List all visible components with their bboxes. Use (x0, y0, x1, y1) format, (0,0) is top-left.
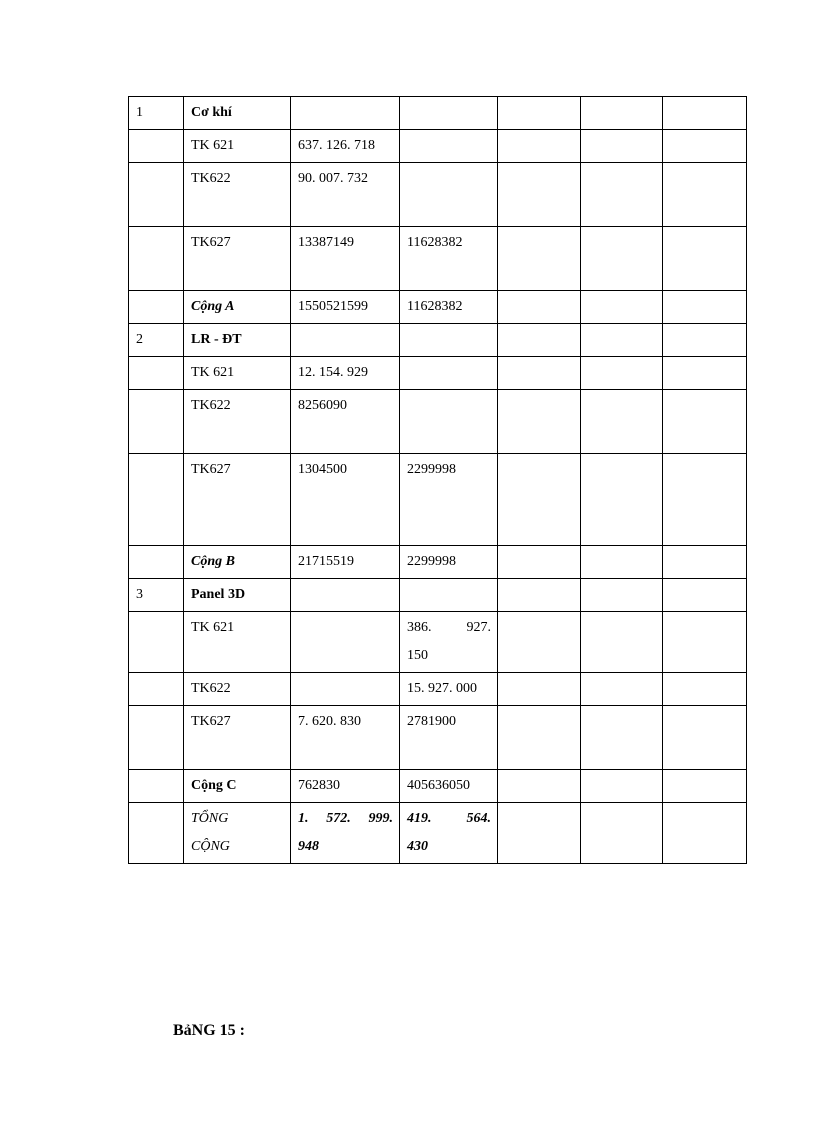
cell (581, 130, 663, 163)
cell (498, 673, 581, 706)
cell (498, 97, 581, 130)
value-cell: 405636050 (400, 770, 498, 803)
row-number (129, 291, 184, 324)
subtotal-label: Cộng A (184, 291, 291, 324)
cell (663, 673, 747, 706)
row-number (129, 357, 184, 390)
cell (400, 130, 498, 163)
table-row (129, 673, 747, 706)
cell (663, 546, 747, 579)
value-cell: 90. 007. 732 (291, 163, 400, 227)
table-row (129, 803, 747, 864)
table-row (129, 357, 747, 390)
value-cell: 7. 620. 830 (291, 706, 400, 770)
table-row (129, 324, 747, 357)
cell (400, 163, 498, 227)
cell (663, 770, 747, 803)
value-cell: 13387149 (291, 227, 400, 291)
row-number (129, 803, 184, 864)
cell (581, 390, 663, 454)
row-number: 1 (129, 97, 184, 130)
cell (400, 97, 498, 130)
cell (498, 291, 581, 324)
table-row (129, 227, 747, 291)
row-label: TK627 (184, 454, 291, 546)
cell (291, 673, 400, 706)
value-cell: 637. 126. 718 (291, 130, 400, 163)
cell (291, 579, 400, 612)
cell (581, 163, 663, 227)
value-cell: 1304500 (291, 454, 400, 546)
cell (498, 130, 581, 163)
row-number (129, 130, 184, 163)
cell (663, 612, 747, 673)
cell (581, 454, 663, 546)
cell (291, 97, 400, 130)
cell (581, 291, 663, 324)
cell (498, 803, 581, 864)
row-number (129, 673, 184, 706)
row-label: TK 621 (184, 357, 291, 390)
total-value-cell: 419. 564. 430 (400, 803, 498, 864)
cell (498, 163, 581, 227)
row-number (129, 612, 184, 673)
cell (400, 390, 498, 454)
cell (581, 579, 663, 612)
row-number (129, 163, 184, 227)
table-row (129, 770, 747, 803)
value-cell: 11628382 (400, 227, 498, 291)
subtotal-label: Cộng B (184, 546, 291, 579)
cell (291, 324, 400, 357)
row-number (129, 390, 184, 454)
cell (663, 130, 747, 163)
cell (581, 357, 663, 390)
value-cell: 1550521599 (291, 291, 400, 324)
cell (581, 97, 663, 130)
cell (498, 227, 581, 291)
cell (581, 612, 663, 673)
value-cell: 2299998 (400, 546, 498, 579)
cell (663, 803, 747, 864)
table-row (129, 579, 747, 612)
cell (498, 612, 581, 673)
row-label: TK622 (184, 390, 291, 454)
cell (663, 291, 747, 324)
value-cell: 762830 (291, 770, 400, 803)
cell (498, 454, 581, 546)
row-label: TK622 (184, 163, 291, 227)
row-number: 3 (129, 579, 184, 612)
cell (581, 803, 663, 864)
cell (581, 324, 663, 357)
total-label: TỔNG CỘNG (184, 803, 291, 864)
row-label: TK627 (184, 227, 291, 291)
cell (400, 324, 498, 357)
cell (498, 546, 581, 579)
table-caption: BảNG 15 : (173, 1022, 245, 1039)
value-cell: 2781900 (400, 706, 498, 770)
cell (663, 97, 747, 130)
cell (498, 390, 581, 454)
cell (663, 324, 747, 357)
cell (400, 579, 498, 612)
value-cell: 8256090 (291, 390, 400, 454)
subtotal-label: Cộng C (184, 770, 291, 803)
cell (498, 357, 581, 390)
table-row (129, 163, 747, 227)
cell (498, 579, 581, 612)
total-value-cell: 1. 572. 999. 948 (291, 803, 400, 864)
row-number (129, 546, 184, 579)
table-row (129, 454, 747, 546)
cell (663, 706, 747, 770)
value-cell: 12. 154. 929 (291, 357, 400, 390)
cell (498, 706, 581, 770)
cell (400, 357, 498, 390)
row-number (129, 227, 184, 291)
cell (663, 163, 747, 227)
row-number: 2 (129, 324, 184, 357)
cell (581, 673, 663, 706)
row-number (129, 706, 184, 770)
cell (663, 390, 747, 454)
cell (498, 324, 581, 357)
row-label: Panel 3D (184, 579, 291, 612)
row-number (129, 770, 184, 803)
row-number (129, 454, 184, 546)
row-label: Cơ khí (184, 97, 291, 130)
cell (663, 227, 747, 291)
table-row (129, 291, 747, 324)
table-row (129, 390, 747, 454)
value-cell: 2299998 (400, 454, 498, 546)
row-label: TK 621 (184, 612, 291, 673)
cell (581, 546, 663, 579)
cell (581, 706, 663, 770)
value-cell: 15. 927. 000 (400, 673, 498, 706)
table-row (129, 546, 747, 579)
cost-table (128, 96, 747, 864)
cell (663, 454, 747, 546)
row-label: TK 621 (184, 130, 291, 163)
value-cell: 11628382 (400, 291, 498, 324)
cell (498, 770, 581, 803)
value-cell: 21715519 (291, 546, 400, 579)
row-label: TK627 (184, 706, 291, 770)
table-row (129, 706, 747, 770)
cell (291, 612, 400, 673)
table-row (129, 612, 747, 673)
table-row (129, 130, 747, 163)
value-cell: 386. 927. 150 (400, 612, 498, 673)
cell (581, 770, 663, 803)
row-label: TK622 (184, 673, 291, 706)
cell (663, 579, 747, 612)
table-row (129, 97, 747, 130)
row-label: LR - ĐT (184, 324, 291, 357)
cell (663, 357, 747, 390)
cell (581, 227, 663, 291)
